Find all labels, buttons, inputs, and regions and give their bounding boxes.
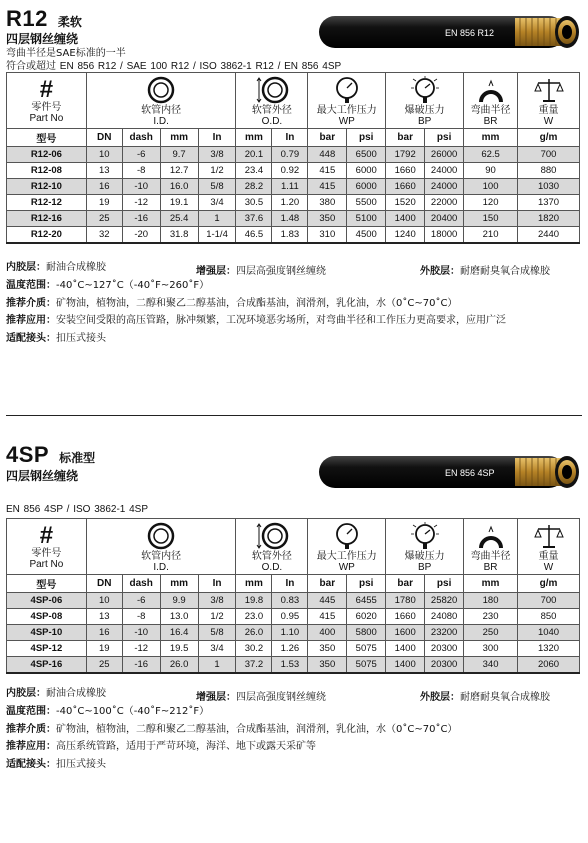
table-row: [7, 195, 580, 211]
value-cell: 1660: [386, 609, 425, 625]
value-cell: 26.0: [236, 625, 272, 641]
header-part-no: # 零件号 Part No: [7, 519, 87, 575]
value-cell: 90: [464, 163, 518, 179]
value-cell: 30.5: [236, 195, 272, 211]
value-cell: 23.0: [236, 609, 272, 625]
outer-diameter-icon: [255, 522, 289, 550]
table-row: [7, 625, 580, 641]
table-row: [7, 593, 580, 609]
part-number-cell: 4SP-08: [7, 609, 87, 625]
scale-icon: [534, 76, 564, 104]
value-cell: 16.4: [160, 625, 198, 641]
scale-icon: [534, 522, 564, 550]
value-cell: 19.5: [160, 641, 198, 657]
value-cell: 350: [308, 657, 347, 673]
value-cell: 0.83: [272, 593, 308, 609]
value-cell: 62.5: [464, 147, 518, 163]
value-cell: 20300: [425, 657, 464, 673]
standards-line: EN 856 4SP / ISO 3862-1 4SP: [6, 504, 149, 515]
value-cell: 380: [308, 195, 347, 211]
hose-print: EN 856 R12: [445, 28, 495, 38]
value-cell: 19.1: [160, 195, 198, 211]
bend-radius-icon: [476, 76, 506, 104]
value-cell: 5500: [347, 195, 386, 211]
value-cell: 0.79: [272, 147, 308, 163]
value-cell: 1660: [386, 179, 425, 195]
table-row: [7, 227, 580, 243]
value-cell: 16: [86, 179, 122, 195]
value-cell: 20.1: [236, 147, 272, 163]
outer-layer-info: 外胶层：耐磨耐臭氧合成橡胶: [420, 692, 550, 703]
value-cell: 23.4: [236, 163, 272, 179]
value-cell: -8: [122, 609, 160, 625]
media-info: 推荐介质：矿物油，植物油，二醇和聚乙二醇基油，合成酯基油，润滑剂，乳化油，水（0˚C~70˚C）: [6, 298, 458, 309]
value-cell: 350: [308, 641, 347, 657]
header-weight: 重量 W: [518, 519, 580, 575]
value-cell: -10: [122, 179, 160, 195]
value-cell: -6: [122, 147, 160, 163]
model-type: 标准型: [59, 451, 96, 465]
value-cell: 448: [308, 147, 347, 163]
value-cell: 1400: [386, 657, 425, 673]
fitting-info: 适配接头：扣压式接头: [6, 759, 106, 770]
value-cell: 16.0: [160, 179, 198, 195]
header-part-no: # 零件号 Part No: [7, 73, 87, 129]
value-cell: -16: [122, 211, 160, 227]
value-cell: 24080: [425, 609, 464, 625]
value-cell: 25: [86, 657, 122, 673]
value-cell: 340: [464, 657, 518, 673]
value-cell: 19: [86, 195, 122, 211]
value-cell: 300: [464, 641, 518, 657]
value-cell: 700: [518, 147, 580, 163]
value-cell: 25820: [425, 593, 464, 609]
value-cell: 1520: [386, 195, 425, 211]
part-number-cell: 4SP-16: [7, 657, 87, 673]
header-burst-pressure: 爆破压力 BP: [386, 519, 464, 575]
media-info: 推荐介质：矿物油，植物油，二醇和聚乙二醇基油，合成酯基油，润滑剂，乳化油，水（0˚C~70˚C）: [6, 724, 458, 735]
value-cell: 24000: [425, 163, 464, 179]
header-weight: 重量 W: [518, 73, 580, 129]
model-name: 4SP: [6, 442, 50, 467]
value-cell: 350: [308, 211, 347, 227]
value-cell: 230: [464, 609, 518, 625]
bend-note: 弯曲半径是SAE标准的一半: [6, 48, 126, 59]
value-cell: 180: [464, 593, 518, 609]
value-cell: 23200: [425, 625, 464, 641]
value-cell: 3/4: [198, 195, 236, 211]
value-cell: 5075: [347, 657, 386, 673]
value-cell: 2440: [518, 227, 580, 243]
value-cell: 46.5: [236, 227, 272, 243]
application-info: 推荐应用：安装空间受限的高压管路，脉冲频繁，工况环境恶劣场所，对弯曲半径和工作压力更高要求，应用广泛: [6, 315, 506, 326]
spec-table: [6, 72, 580, 244]
value-cell: 28.2: [236, 179, 272, 195]
value-cell: 6000: [347, 179, 386, 195]
outer-diameter-icon: [255, 76, 289, 104]
value-cell: 5/8: [198, 625, 236, 641]
value-cell: 1.26: [272, 641, 308, 657]
model-name: R12: [6, 6, 48, 31]
reinforcement-info: 增强层：四层高强度钢丝缠绕: [196, 266, 326, 277]
pressure-gauge-icon: [334, 76, 360, 104]
value-cell: 12.7: [160, 163, 198, 179]
value-cell: 1370: [518, 195, 580, 211]
value-cell: 2060: [518, 657, 580, 673]
burst-gauge-icon: [410, 522, 440, 550]
value-cell: 150: [464, 211, 518, 227]
inner-layer-info: 内胶层：耐油合成橡胶: [6, 262, 106, 273]
value-cell: 1320: [518, 641, 580, 657]
value-cell: 3/8: [198, 147, 236, 163]
header-working-pressure: 最大工作压力 WP: [308, 519, 386, 575]
value-cell: 120: [464, 195, 518, 211]
value-cell: 3/4: [198, 641, 236, 657]
inner-diameter-icon: [146, 522, 176, 550]
value-cell: 26000: [425, 147, 464, 163]
value-cell: 1.10: [272, 625, 308, 641]
reinforcement-info: 增强层：四层高强度钢丝缠绕: [196, 692, 326, 703]
value-cell: 30.2: [236, 641, 272, 657]
value-cell: 22000: [425, 195, 464, 211]
construction-subtitle: 四层钢丝缠绕: [6, 32, 79, 46]
table-row: [7, 657, 580, 673]
value-cell: 1.48: [272, 211, 308, 227]
value-cell: 6000: [347, 163, 386, 179]
value-cell: 37.2: [236, 657, 272, 673]
value-cell: -16: [122, 657, 160, 673]
table-body: [7, 593, 580, 673]
value-cell: 1/2: [198, 163, 236, 179]
value-cell: 5100: [347, 211, 386, 227]
title-row: [6, 6, 82, 32]
value-cell: 1.20: [272, 195, 308, 211]
value-cell: 19.8: [236, 593, 272, 609]
value-cell: 445: [308, 593, 347, 609]
value-cell: 20400: [425, 211, 464, 227]
application-info: 推荐应用：高压系统管路，适用于严苛环境，海洋、地下或露天采矿等: [6, 741, 316, 752]
outer-layer-info: 外胶层：耐磨耐臭氧合成橡胶: [420, 266, 550, 277]
value-cell: 24000: [425, 179, 464, 195]
table-row: [7, 211, 580, 227]
value-cell: 13.0: [160, 609, 198, 625]
header-outer-diameter: 软管外径 O.D.: [236, 519, 308, 575]
part-number-cell: R12-16: [7, 211, 87, 227]
value-cell: 3/8: [198, 593, 236, 609]
part-number-cell: R12-08: [7, 163, 87, 179]
standards-line: 符合或超过 EN 856 R12 / SAE 100 R12 / ISO 3862-1 R12 / EN 856 4SP: [6, 61, 342, 72]
value-cell: 5/8: [198, 179, 236, 195]
part-number-cell: R12-12: [7, 195, 87, 211]
value-cell: 880: [518, 163, 580, 179]
table-row: [7, 163, 580, 179]
value-cell: 9.9: [160, 593, 198, 609]
value-cell: 1: [198, 657, 236, 673]
value-cell: 1600: [386, 625, 425, 641]
value-cell: 1: [198, 211, 236, 227]
value-cell: 5800: [347, 625, 386, 641]
section-4sp: [0, 432, 588, 832]
fitting-info: 适配接头：扣压式接头: [6, 333, 106, 344]
value-cell: 415: [308, 179, 347, 195]
value-cell: 1040: [518, 625, 580, 641]
value-cell: 1792: [386, 147, 425, 163]
title-row: [6, 442, 95, 468]
model-type: 柔软: [57, 15, 82, 29]
value-cell: 13: [86, 609, 122, 625]
value-cell: 10: [86, 147, 122, 163]
table-row: [7, 179, 580, 195]
value-cell: 18000: [425, 227, 464, 243]
value-cell: 1820: [518, 211, 580, 227]
hose-print: EN 856 4SP: [445, 468, 495, 478]
value-cell: 32: [86, 227, 122, 243]
value-cell: 1/2: [198, 609, 236, 625]
header-inner-diameter: 软管内径 I.D.: [86, 519, 236, 575]
value-cell: 25.4: [160, 211, 198, 227]
value-cell: 26.0: [160, 657, 198, 673]
section-divider: [6, 415, 582, 416]
part-number-cell: R12-10: [7, 179, 87, 195]
value-cell: 0.95: [272, 609, 308, 625]
value-cell: 1.83: [272, 227, 308, 243]
value-cell: 0.92: [272, 163, 308, 179]
inner-layer-info: 内胶层：耐油合成橡胶: [6, 688, 106, 699]
pressure-gauge-icon: [334, 522, 360, 550]
hash-icon: #: [39, 521, 54, 549]
value-cell: 6020: [347, 609, 386, 625]
value-cell: 37.6: [236, 211, 272, 227]
table-body: [7, 147, 580, 243]
value-cell: 5075: [347, 641, 386, 657]
value-cell: 250: [464, 625, 518, 641]
value-cell: -20: [122, 227, 160, 243]
value-cell: 1.11: [272, 179, 308, 195]
units-row: 型号 DN dash mm In mm In bar psi bar psi mm g/m: [7, 575, 580, 593]
value-cell: -6: [122, 593, 160, 609]
hose-image: [315, 12, 582, 52]
part-number-cell: 4SP-06: [7, 593, 87, 609]
construction-subtitle: 四层钢丝缠绕: [6, 469, 79, 483]
header-burst-pressure: 爆破压力 BP: [386, 73, 464, 129]
header-bend-radius: 弯曲半径 BR: [464, 519, 518, 575]
hose-image: [315, 452, 582, 492]
value-cell: 1.53: [272, 657, 308, 673]
value-cell: 9.7: [160, 147, 198, 163]
header-outer-diameter: 软管外径 O.D.: [236, 73, 308, 129]
table-row: [7, 147, 580, 163]
value-cell: 100: [464, 179, 518, 195]
value-cell: -12: [122, 195, 160, 211]
header-inner-diameter: 软管内径 I.D.: [86, 73, 236, 129]
section-r12: [0, 0, 588, 360]
value-cell: 6500: [347, 147, 386, 163]
value-cell: 16: [86, 625, 122, 641]
table-row: [7, 609, 580, 625]
temperature-info: 温度范围：-40˚C~127˚C（-40˚F~260˚F）: [6, 280, 210, 291]
part-number-cell: R12-06: [7, 147, 87, 163]
units-row: 型号 DN dash mm In mm In bar psi bar psi mm g/m: [7, 129, 580, 147]
value-cell: 20300: [425, 641, 464, 657]
part-number-cell: 4SP-12: [7, 641, 87, 657]
value-cell: 210: [464, 227, 518, 243]
value-cell: 19: [86, 641, 122, 657]
value-cell: 1-1/4: [198, 227, 236, 243]
value-cell: 400: [308, 625, 347, 641]
value-cell: 1660: [386, 163, 425, 179]
value-cell: 415: [308, 163, 347, 179]
inner-diameter-icon: [146, 76, 176, 104]
value-cell: -8: [122, 163, 160, 179]
part-number-cell: 4SP-10: [7, 625, 87, 641]
value-cell: 1030: [518, 179, 580, 195]
value-cell: 13: [86, 163, 122, 179]
value-cell: 25: [86, 211, 122, 227]
header-working-pressure: 最大工作压力 WP: [308, 73, 386, 129]
value-cell: 1780: [386, 593, 425, 609]
hash-icon: #: [39, 75, 54, 103]
spec-table: [6, 518, 580, 674]
value-cell: 31.8: [160, 227, 198, 243]
value-cell: 700: [518, 593, 580, 609]
value-cell: 6455: [347, 593, 386, 609]
part-number-cell: R12-20: [7, 227, 87, 243]
value-cell: 10: [86, 593, 122, 609]
value-cell: 1400: [386, 211, 425, 227]
temperature-info: 温度范围：-40˚C~100˚C（-40˚F~212˚F）: [6, 706, 210, 717]
value-cell: 4500: [347, 227, 386, 243]
value-cell: 415: [308, 609, 347, 625]
burst-gauge-icon: [410, 76, 440, 104]
value-cell: 1240: [386, 227, 425, 243]
value-cell: -12: [122, 641, 160, 657]
table-row: [7, 641, 580, 657]
value-cell: 850: [518, 609, 580, 625]
value-cell: 1400: [386, 641, 425, 657]
bend-radius-icon: [476, 522, 506, 550]
value-cell: 310: [308, 227, 347, 243]
value-cell: -10: [122, 625, 160, 641]
header-bend-radius: 弯曲半径 BR: [464, 73, 518, 129]
